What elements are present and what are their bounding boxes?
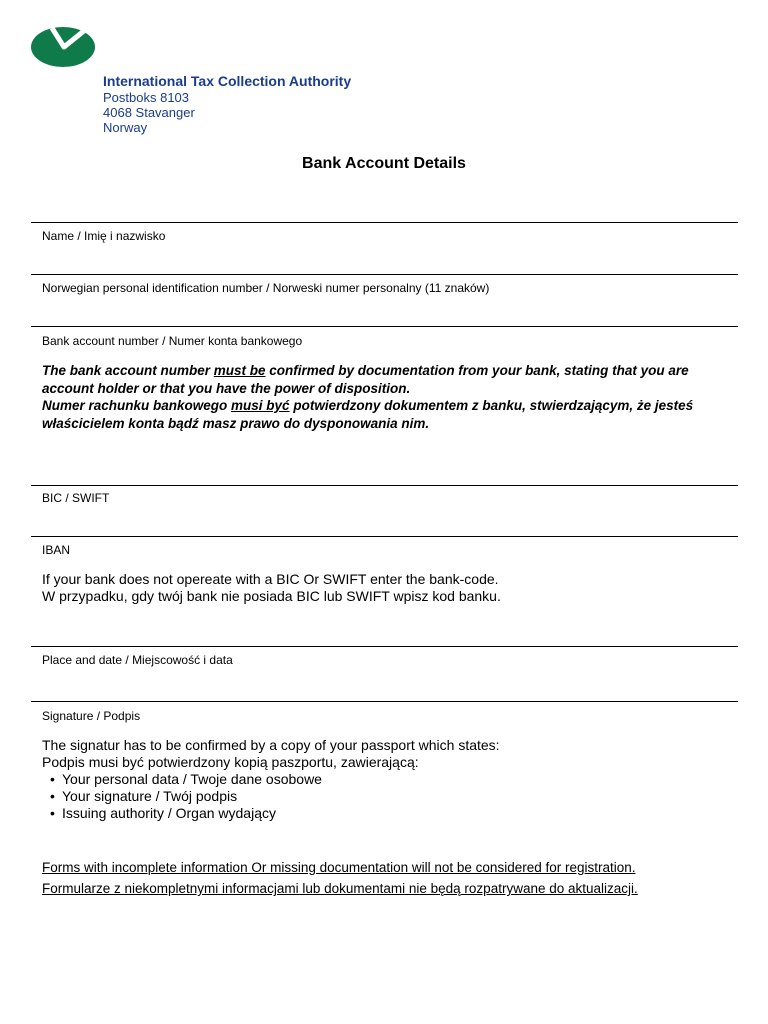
tax-authority-logo <box>30 24 96 68</box>
iban-field-label: IBAN <box>42 543 71 557</box>
iban-note <box>42 571 501 605</box>
name-field-label: Name / Imię i nazwisko <box>42 229 166 243</box>
divider <box>31 222 738 223</box>
bank-account-note <box>42 362 742 432</box>
footer-warning-en: Forms with incomplete information Or missing documentation will not be considered for registration. <box>42 860 636 875</box>
note-emphasis: must be <box>213 363 266 378</box>
address-line: Norway <box>103 120 148 135</box>
list-item: • Issuing authority / Organ wydający <box>42 805 500 822</box>
page-title: Bank Account Details <box>302 155 466 172</box>
list-item: • Your personal data / Twoje dane osobowe <box>42 771 500 788</box>
bank-note-en <box>42 362 742 397</box>
organisation-name: International Tax Collection Authority <box>103 73 352 89</box>
bank-account-field-line[interactable] <box>31 485 738 486</box>
list-item: • Your signature / Twój podpis <box>42 788 500 805</box>
bank-note-pl <box>42 397 742 432</box>
note-text: confirmed by documentation from your bank, stating that you are account holder or that you have the power of disposition. <box>42 363 689 396</box>
pin-field-line[interactable] <box>31 326 738 327</box>
address-line: Postboks 8103 <box>103 90 190 105</box>
note-text: potwierdzony dokumentem z banku, stwierdzającym, że jesteś właścicielem konta bądź masz prawo do dysponowania nim. <box>42 398 694 431</box>
iban-note-pl: W przypadku, gdy twój bank nie posiada BIC lub SWIFT wpisz kod banku. <box>42 588 501 604</box>
signature-note-en: The signatur has to be confirmed by a copy of your passport which states: <box>42 737 500 753</box>
iban-note-en: If your bank does not opereate with a BIC Or SWIFT enter the bank-code. <box>42 571 499 587</box>
place-date-field-label: Place and date / Miejscowość i data <box>42 653 233 667</box>
footer-warning <box>42 857 638 899</box>
bank-account-field-label: Bank account number / Numer konta bankowego <box>42 334 303 348</box>
organisation-block <box>103 72 351 135</box>
note-text: The bank account number <box>42 363 214 378</box>
passport-requirements-list <box>42 771 500 822</box>
footer-warning-pl: Formularze z niekompletnymi informacjami lub dokumentami nie będą rozpatrywane do aktualizacji. <box>42 881 638 896</box>
address-line: 4068 Stavanger <box>103 105 195 120</box>
note-emphasis: musi być <box>231 398 290 413</box>
bic-field-label: BIC / SWIFT <box>42 491 110 505</box>
signature-field-label: Signature / Podpis <box>42 709 141 723</box>
signature-note <box>42 737 500 822</box>
signature-note-pl: Podpis musi być potwierdzony kopią paszportu, zawierającą: <box>42 754 419 770</box>
iban-field-line[interactable] <box>31 646 738 647</box>
pin-field-label: Norwegian personal identification number / Norweski numer personalny (11 znaków) <box>42 281 490 295</box>
bic-field-line[interactable] <box>31 536 738 537</box>
note-text: Numer rachunku bankowego <box>42 398 232 413</box>
place-date-field-line[interactable] <box>31 701 738 702</box>
name-field-line[interactable] <box>31 274 738 275</box>
